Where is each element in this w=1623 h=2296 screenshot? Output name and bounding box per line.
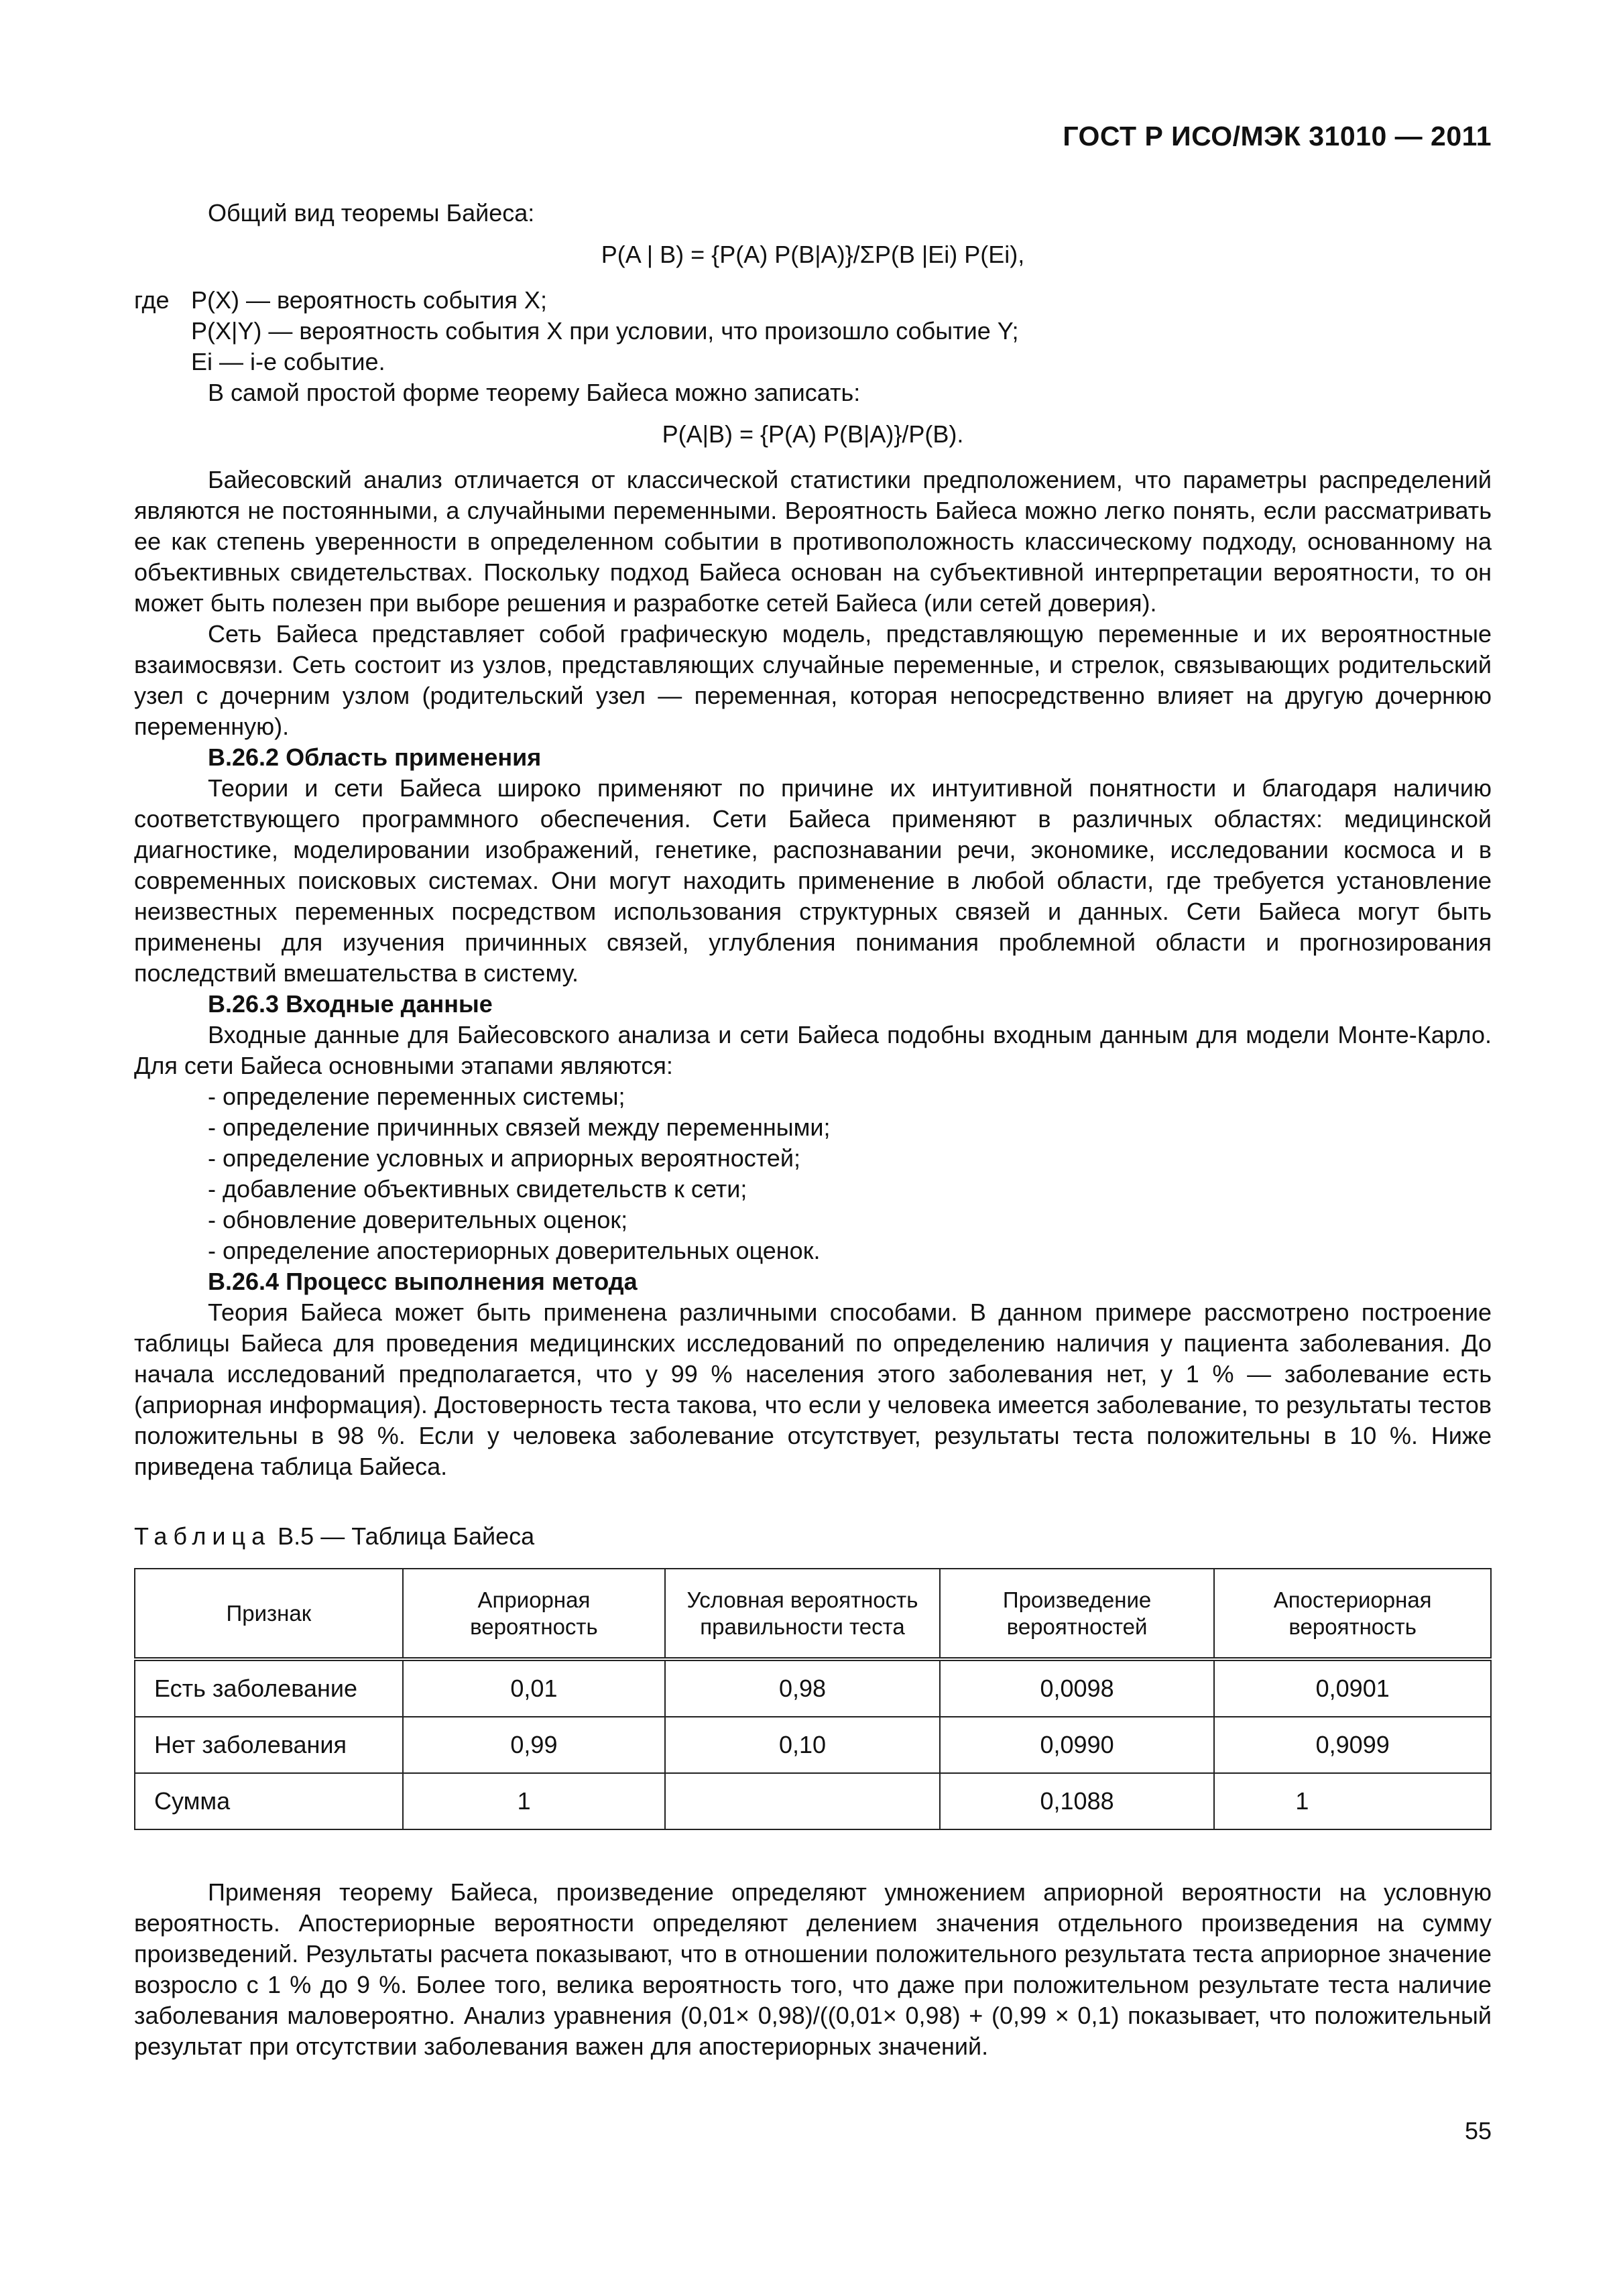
- table-cell: Есть заболевание: [135, 1659, 403, 1717]
- bayes-table: [134, 1568, 1492, 1830]
- paragraph-bayesian-analysis: Байесовский анализ отличается от классической статистики предположением, что параметры распределений являются не постоянными, а случайными переменными. Вероятность Байеса можно легко понять, если рассматривать ее как степень уверенности в определенном событии в противоположность классическому подходу, основанному на объективных свидетельствах. Поскольку подход Байеса основан на субъективной интерпретации вероятности, то он может быть полезен при выборе решения и разработке сетей Байеса (или сетей доверия).: [134, 466, 1492, 617]
- list-item: - определение условных и априорных вероятностей;: [208, 1143, 1492, 1174]
- list-item: - определение причинных связей между переменными;: [208, 1112, 1492, 1143]
- table-cell: 0,0990: [940, 1717, 1215, 1773]
- table-row: [135, 1659, 1491, 1717]
- table-cell: 1: [1214, 1773, 1491, 1829]
- page-content: [134, 198, 1492, 2062]
- section-heading-process: B.26.4 Процесс выполнения метода: [208, 1268, 638, 1295]
- list-item: - определение апостериорных доверительных оценок.: [208, 1235, 1492, 1266]
- column-header: Признак: [135, 1569, 403, 1659]
- table-cell: Нет заболевания: [135, 1717, 403, 1773]
- where-line-3: Ei — i-е событие.: [191, 348, 385, 375]
- table-cell: 0,99: [403, 1717, 666, 1773]
- table-cell: 0,1088: [940, 1773, 1215, 1829]
- paragraph-conclusion: Применяя теорему Байеса, произведение определяют умножением априорной вероятности на условную вероятность. Апостериорные вероятности определяют делением значения отдельного произведения на сумму произведений. Результаты расчета показывают, что в отношении положительного результата теста априорное значение возросло с 1 % до 9 %. Более того, велика вероятность того, что даже при положительном результате теста наличие заболевания маловероятно. Анализ уравнения (0,01× 0,98)/((0,01× 0,98) + (0,99 × 0,1) показывает, что положительный результат при отсутствии заболевания важен для апостериорных значений.: [134, 1878, 1492, 2060]
- paragraph-bayes-network: Сеть Байеса представляет собой графическую модель, представляющую переменные и их вероятностные взаимосвязи. Сеть состоит из узлов, представляющих случайные переменные, и стрелок, связывающих родительский узел с дочерним узлом (родительский узел — переменная, которая непосредственно влияет на другую дочернюю переменную).: [134, 620, 1492, 740]
- bayes-formula-simple: P(A|B) = {P(A) P(B|A)}/P(B).: [662, 420, 964, 448]
- document-header-id: ГОСТ Р ИСО/МЭК 31010 — 2011: [1063, 121, 1492, 152]
- section-heading-application: B.26.2 Область применения: [208, 743, 542, 771]
- general-form-text: Общий вид теоремы Байеса:: [208, 199, 535, 227]
- table-cell: Сумма: [135, 1773, 403, 1829]
- table-cell: 0,9099: [1214, 1717, 1491, 1773]
- table-cell: [665, 1773, 940, 1829]
- paragraph-process: Теория Байеса может быть применена различными способами. В данном примере рассмотрено построение таблицы Байеса для проведения медицинских исследований по определению наличия у пациента заболевания. До начала исследований предполагается, что у 99 % населения этого заболевания нет, у 1 % — заболевание есть (априорная информация). Достоверность теста такова, что если у человека имеется заболевание, то результаты тестов положительны в 98 %. Если у человека заболевание отсутствует, результаты теста положительны в 10 %. Ниже приведена таблица Байеса.: [134, 1298, 1492, 1480]
- list-item: - добавление объективных свидетельств к сети;: [208, 1174, 1492, 1205]
- table-row: [135, 1717, 1491, 1773]
- table-row: [135, 1773, 1491, 1829]
- page-number: 55: [1464, 2117, 1492, 2144]
- column-header: Произведение вероятностей: [940, 1569, 1215, 1659]
- table-cell: 0,0901: [1214, 1659, 1491, 1717]
- list-item: - определение переменных системы;: [208, 1081, 1492, 1112]
- where-line-2: P(X|Y) — вероятность события X при условии, что произошло событие Y;: [191, 317, 1019, 345]
- list-item: - обновление доверительных оценок;: [208, 1205, 1492, 1235]
- table-header-row: [135, 1569, 1491, 1659]
- where-line-1: P(X) — вероятность события X;: [191, 286, 547, 314]
- table-caption: [134, 1521, 1492, 1552]
- where-block: [134, 285, 1492, 316]
- bayes-formula-general: P(A | B) = {P(A) P(B|A)}/ΣP(B |Ei) P(Ei),: [601, 241, 1025, 268]
- table-cell: 1: [403, 1773, 666, 1829]
- simple-form-text: В самой простой форме теорему Байеса можно записать:: [208, 379, 861, 406]
- where-label: где: [134, 286, 170, 314]
- section-heading-input-data: B.26.3 Входные данные: [208, 990, 493, 1018]
- table-cell: 0,98: [665, 1659, 940, 1717]
- column-header: Апостериорная вероятность: [1214, 1569, 1491, 1659]
- column-header: Априорная вероятность: [403, 1569, 666, 1659]
- table-caption-prefix: Таблица: [134, 1522, 272, 1550]
- paragraph-application: Теории и сети Байеса широко применяют по причине их интуитивной понятности и благодаря наличию соответствующего программного обеспечения. Сети Байеса применяют в различных областях: медицинской диагностике, моделировании изображений, генетике, распознавании речи, экономике, исследовании космоса и в современных поисковых системах. Они могут находить применение в любой области, где требуется установление неизвестных переменных посредством использования структурных связей и данных. Сети Байеса могут быть применены для изучения причинных связей, углубления понимания проблемной области и прогнозирования последствий вмешательства в систему.: [134, 774, 1492, 987]
- table-cell: 0,10: [665, 1717, 940, 1773]
- column-header: Условная вероятность правильности теста: [665, 1569, 940, 1659]
- steps-list: [134, 1081, 1492, 1266]
- table-cell: 0,0098: [940, 1659, 1215, 1717]
- table-cell: 0,01: [403, 1659, 666, 1717]
- table-caption-title: В.5 — Таблица Байеса: [271, 1522, 535, 1550]
- paragraph-input-data: Входные данные для Байесовского анализа и сети Байеса подобны входным данным для модели Монте-Карло. Для сети Байеса основными этапами являются:: [134, 1021, 1492, 1079]
